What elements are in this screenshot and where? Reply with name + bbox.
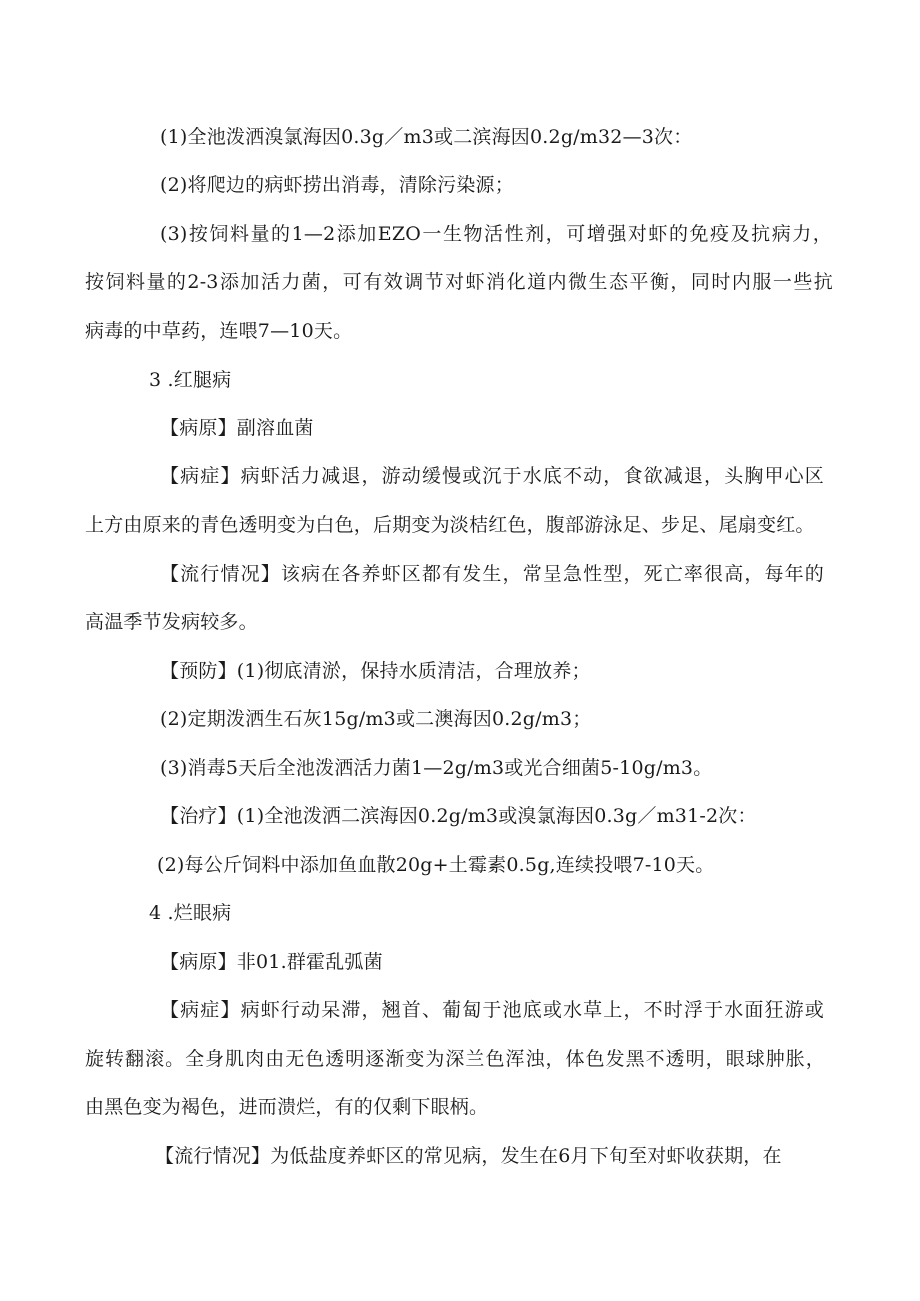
epidemic-paragraph-2: 【流行情况】为低盐度养虾区的常见病，发生在6月下旬至对虾收获期，在 bbox=[155, 1145, 782, 1167]
symptom-paragraph-2-line-3: 由黑色变为褐色，进而溃烂，有的仅剩下眼柄。 bbox=[85, 1096, 489, 1118]
prevention-step-3: (3)消毒5天后全池泼洒活力菌1—2g/m3或光合细菌5-10g/m3。 bbox=[160, 757, 713, 779]
epidemic-paragraph-line-1: 【流行情况】该病在各养虾区都有发生，常呈急性型，死亡率很高，每年的 bbox=[160, 563, 824, 585]
therapy-step-2: (2)每公斤饲料中添加鱼血散20g+土霉素0.5g,连续投喂7-10天。 bbox=[157, 854, 715, 876]
section-heading-rotten-eye: 4 .烂眼病 bbox=[149, 902, 232, 924]
prevention-step-2: (2)定期泼洒生石灰15g/m3或二澳海因0.2g/m3； bbox=[160, 708, 592, 730]
treatment-step-3-line-3: 病毒的中草药，连喂7—10天。 bbox=[85, 320, 353, 342]
treatment-step-1: (1)全池泼洒溴氯海因0.3g／m3或二滨海因0.2g/m32—3次： bbox=[160, 126, 693, 148]
prevention-step-1: 【预防】(1)彻底清淤，保持水质清洁，合理放养； bbox=[160, 660, 591, 682]
pathogen-paragraph-2: 【病原】非01.群霍乱弧菌 bbox=[160, 951, 383, 973]
symptom-paragraph-line-1: 【病症】病虾活力减退，游动缓慢或沉于水底不动，食欲减退，头胸甲心区 bbox=[160, 465, 824, 487]
treatment-step-3-line-2: 按饲料量的2-3添加活力菌，可有效调节对虾消化道内微生态平衡，同时内服一些抗 bbox=[85, 271, 833, 293]
symptom-paragraph-2-line-1: 【病症】病虾行动呆滞，翘首、葡匐于池底或水草上，不时浮于水面狂游或 bbox=[160, 999, 824, 1021]
section-heading-red-leg: 3 .红腿病 bbox=[149, 369, 232, 391]
treatment-step-2: (2)将爬边的病虾捞出消毒，清除污染源； bbox=[160, 174, 514, 196]
pathogen-paragraph: 【病原】副溶血菌 bbox=[160, 417, 314, 439]
therapy-step-1: 【治疗】(1)全池泼洒二滨海因0.2g/m3或溴氯海因0.3g／m31-2次： bbox=[160, 805, 757, 827]
treatment-step-3-line-1: (3)按饲料量的1—2添加EZO一生物活性剂，可增强对虾的免疫及抗病力， bbox=[160, 223, 832, 245]
symptom-paragraph-line-2: 上方由原来的青色透明变为白色，后期变为淡桔红色，腹部游泳足、步足、尾扇变红。 bbox=[85, 514, 815, 536]
symptom-paragraph-2-line-2: 旋转翻滚。全身肌肉由无色透明逐渐变为深兰色浑浊，体色发黑不透明，眼球肿胀， bbox=[85, 1048, 825, 1070]
epidemic-paragraph-line-2: 高温季节发病较多。 bbox=[85, 611, 258, 633]
